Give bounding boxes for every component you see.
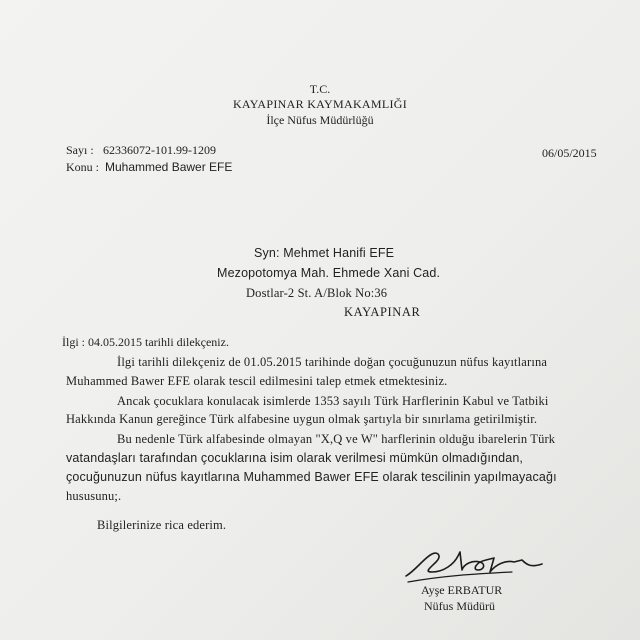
body-line-4: Hakkında Kanun gereğince Türk alfabesine uygun olmak şartıyla bir sınırlama getirilmiştir. (66, 412, 538, 426)
recipient-address-1: Mezopotomya Mah. Ehmede Xani Cad. (217, 266, 441, 280)
body-line-3: Ancak çocuklara konulacak isimlerde 1353 sayılı Türk Harflerinin Kabul ve Tatbiki (117, 394, 549, 408)
body-line-6: vatandaşları tarafından çocuklarına isim olarak verilmesi mümkün olmadığından, (66, 451, 524, 465)
sayi-label: Sayı : (66, 143, 94, 157)
sayi-value: 62336072-101.99-1209 (103, 143, 216, 157)
closing-line: Bilgilerinize rica ederim. (97, 518, 227, 532)
body-line-7: çocuğunuzun nüfus kayıtlarına Muhammed Bawer EFE olarak tescilinin yapılmayacağı (66, 470, 557, 484)
recipient-city: KAYAPINAR (344, 305, 421, 319)
reference-line: İlgi : 04.05.2015 tarihli dilekçeniz. (62, 335, 229, 349)
header-line-department: İlçe Nüfus Müdürlüğü (266, 113, 374, 127)
header-line-office: KAYAPINAR KAYMAKAMLIĞI (232, 97, 408, 111)
signature-mark (402, 542, 552, 588)
konu-value: Muhammed Bawer EFE (105, 160, 233, 174)
document-date: 06/05/2015 (542, 146, 597, 160)
body-line-2: Muhammed Bawer EFE olarak tescil edilmesini talep etmek etmektesiniz. (66, 374, 448, 388)
body-line-1: İlgi tarihli dilekçeniz de 01.05.2015 tarihinde doğan çocuğunuzun nüfus kayıtlarına (117, 355, 548, 369)
body-line-5: Bu nedenle Türk alfabesinde olmayan "X,Q ve W" harflerinin olduğu ibarelerin Türk (117, 432, 556, 446)
signer-title: Nüfus Müdürü (424, 599, 495, 613)
body-line-8: hususunu;. (66, 489, 122, 503)
header-line-tc: T.C. (309, 82, 331, 96)
signer-name: Ayşe ERBATUR (421, 583, 503, 597)
recipient-name: Syn: Mehmet Hanifi EFE (254, 246, 395, 260)
recipient-address-2: Dostlar-2 St. A/Blok No:36 (246, 286, 388, 300)
konu-label: Konu : (66, 160, 99, 174)
